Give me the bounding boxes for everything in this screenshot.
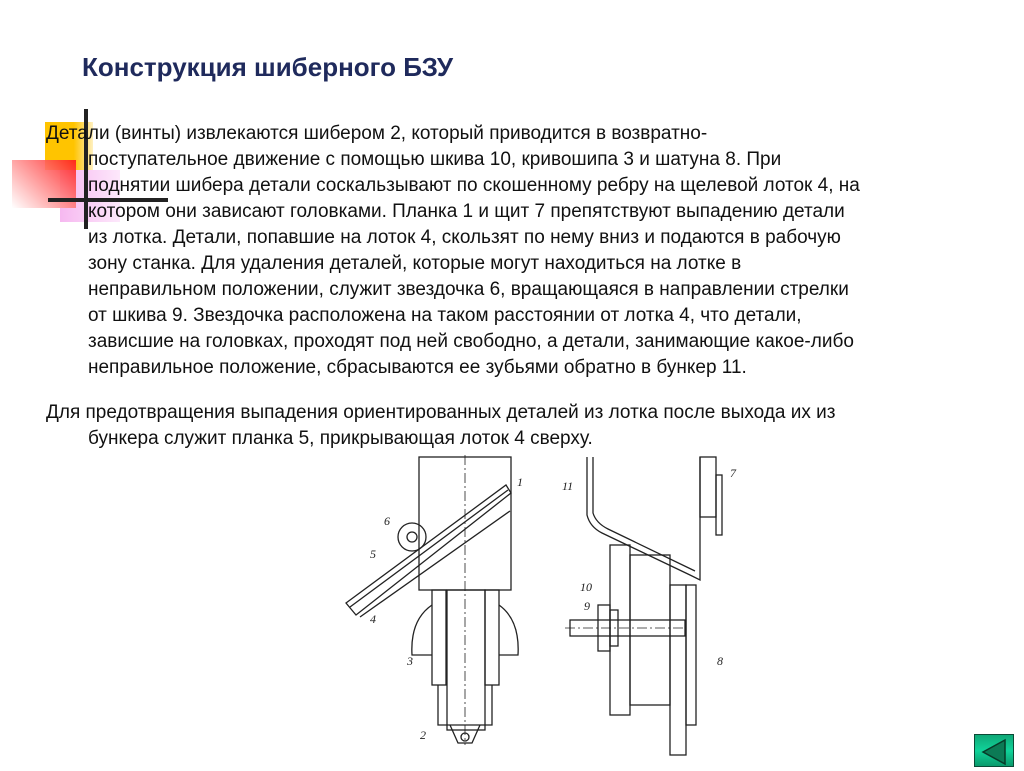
label-7: 7 [730,466,736,480]
label-4: 4 [370,612,376,626]
diagram-labels [370,466,737,742]
label-3: 3 [407,654,413,668]
text-line: Для предотвращения выпадения ориентированных деталей из лотка после выхода их из [46,402,836,423]
feeder-diagram [340,455,740,767]
text-line: от шкива 9. Звездочка расположена на таком расстоянии от лотка 4, что детали, [88,305,802,326]
text-line: зону станка. Для удаления деталей, которые могут находиться на лотке в [88,253,742,274]
label-2: 2 [420,728,426,742]
paragraph-1 [46,121,860,381]
text-line: неправильном положении, служит звездочка 6, вращающаяся в направлении стрелки [88,279,849,300]
label-5: 5 [370,547,376,561]
text-line: зависшие на головках, проходят под ней свободно, а детали, занимающие какое-либо [88,331,854,352]
text-line: бункера служит планка 5, прикрывающая лоток 4 сверху. [88,428,593,449]
text-line: Детали (винты) извлекаются шибером 2, который приводится в возвратно- [46,123,708,144]
previous-slide-button[interactable] [974,734,1014,767]
label-1: 1 [517,475,523,489]
slide-title: Конструкция шиберного БЗУ [82,52,454,82]
text-line: неправильное положение, сбрасываются ее зубьями обратно в бункер 11. [88,357,747,378]
text-line: поднятии шибера детали соскальзывают по скошенному ребру на щелевой лоток 4, на [88,175,860,196]
text-line: котором они зависают головками. Планка 1 и щит 7 препятствуют выпадению детали [88,201,845,222]
label-11: 11 [562,479,574,493]
paragraph-2 [46,400,835,452]
triangle-left-icon [975,735,1013,766]
text-line: поступательное движение с помощью шкива 10, кривошипа 3 и шатуна 8. При [88,149,782,170]
label-6: 6 [384,514,390,528]
front-view [346,455,518,745]
label-10: 10 [580,580,592,594]
label-8: 8 [717,654,723,668]
label-9: 9 [584,599,590,613]
text-line: из лотка. Детали, попавшие на лоток 4, скользят по нему вниз и подаются в рабочую [88,227,841,248]
